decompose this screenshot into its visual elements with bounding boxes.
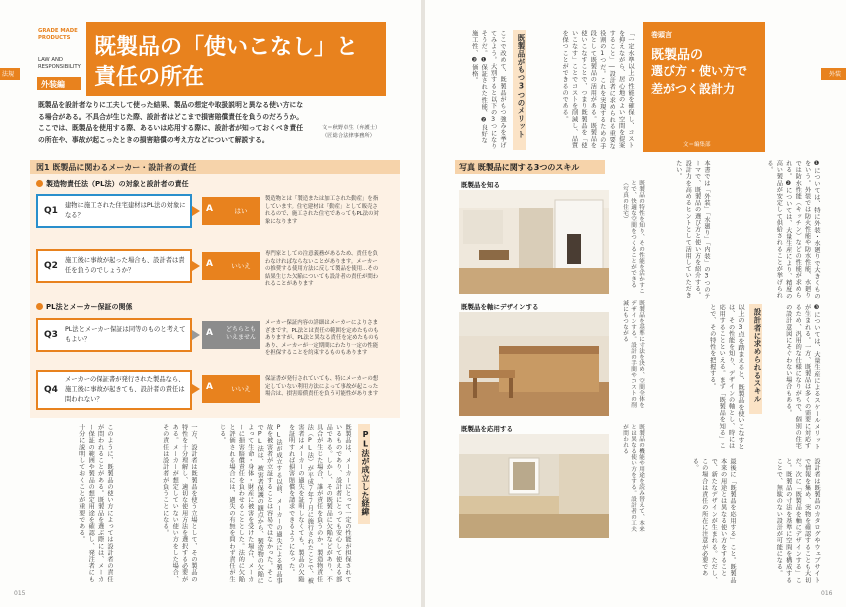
arrow-icon: [192, 330, 200, 340]
arrow-icon: [192, 261, 200, 271]
answer-value: いいえ: [231, 262, 251, 270]
answer-value: はい: [234, 207, 248, 215]
body-column-c: 以上の3点を踏まえると、既製品を使いこなすとは、その性能を知り、デザインの軸とし、時には応用することといえる。まず「既製品を知る」ことで、その特性を把握する。: [708, 304, 744, 450]
benefits-heading: 既製品がもつ3つのメリット: [517, 34, 526, 139]
arrow-icon: [192, 206, 200, 216]
intro-author: 文＝編集部: [683, 142, 711, 148]
section2-title: PL法とメーカー保証の関係: [46, 303, 133, 311]
left-page-number: 015: [14, 590, 26, 597]
body-column-d: 設計者は既製品のカタログやウェブサイトで情報を集め、実物を確認することも大切だ。次に「既製品を軸にデザインする」こと。既製品の寸法を基準に空間を構成することで、無駄のない設計が可能になる。: [775, 458, 820, 584]
body-column-3: 一方、設計者は既製品を使う立場として、その製品の特性を十分理解し、適切な使用方法を選択する必要がある。メーカーが想定していない使い方をした場合、その責任は設計者が負うことになる。: [161, 424, 197, 583]
answer-text: 保証書が発行されていても、特にメーカーの想定していない利用方法によって事故が起こった場合は、損害賠償責任を負う可能性があります: [265, 376, 379, 398]
question-text: 施工後に事故が起った場合も、設計者は責任を負うのでしょうか？: [65, 257, 185, 274]
qa-row: [36, 194, 382, 230]
question-text: PL法とメーカー保証は同等のものと考えてもよい？: [65, 326, 186, 343]
intro-title-line2: 選び方・使い方で: [651, 64, 748, 78]
answer-text: メーカー保証内容の詳細はメーカーによりさまざまです。PL法とは責任の範囲を定めたものもありますが、PL法と異なる責任を定めたものもあり、メーカーが一定期間にわたり一定の性能を担保することを約束するものもあります: [265, 320, 380, 357]
qa-row: [36, 249, 382, 288]
answer-box: [202, 321, 260, 349]
question-text: 建物に施工された住宅建材はPL法の対象になる？: [65, 202, 186, 219]
page-title-line1: 既製品の「使いこなし」と: [94, 34, 359, 60]
answer-text: 製造物とは「製造または加工された動産」を指しています。住宅建材は「動産」として販売されるので、施工された住宅であってもPL法の対象になります: [265, 196, 379, 225]
figure-title: 図1 既製品に関わるメーカー・設計者の責任: [36, 163, 197, 172]
photo1-caption: 既製品の特性を知り、その性能を活かすことで、快適な空間をつくることができる（写真の住宅）: [622, 180, 644, 294]
category-label: LAW AND RESPONSIBILITY: [38, 57, 81, 70]
question-box: [36, 318, 192, 352]
body-column-4: このように、既製品の使い方によっては設計者の責任が問われることがある。既製品を選ぶ際には、メーカー保証の範囲や製品の想定用途を確認し、発注者にも十分に説明しておくことが重要である。: [77, 424, 113, 583]
photo-living-room: [459, 190, 609, 294]
answer-value: どちらともいえません: [226, 326, 257, 341]
right-side-tab-label: 外装: [829, 71, 842, 78]
question-box: [36, 249, 192, 283]
arrow-icon: [192, 384, 200, 394]
photo3-label: 既製品を応用する: [461, 425, 513, 433]
section1-title: 製造物責任法（PL法）の対象と設計者の責任: [46, 180, 189, 188]
body-column-1: 既製品は、メーカーにとって一定の性能が担保されているものであり、設計者にとっても安心して使える部品である。しかし、その既製品に欠陥などがあり、不具合が生じた場合、誰が責任を負うのか。製造物責任法（PL法）が平成７年７月に施行されたことで、被害者はメーカーの過失を証明しなくても、製品の欠陥を証明すれば損害賠償を請求できるようになった。: [287, 424, 351, 584]
right-page: [425, 0, 846, 607]
photo2-image: [459, 312, 609, 416]
question-label: Q2: [44, 261, 58, 271]
answer-text: 専門家としての注意義務があるため、責任を負わなければならないことがあります。メーカーの推奨する使用方法に反して製品を使用…その結果生じた欠陥についても設計者の責任が問われることがあります: [265, 251, 379, 288]
author-credit: 文＝秋野卓生（弁護士） （匠総合法律事務所）: [322, 125, 381, 139]
answer-label: A: [206, 382, 213, 392]
photo3-image: [459, 434, 609, 538]
series-label: GRADE MADE PRODUCTS: [38, 28, 78, 41]
photo-furniture: [459, 312, 609, 416]
photo3-caption: 既製品の機能や用途を読み替えて、本来とは異なる使い方をする。設計者の工夫が問われる: [622, 424, 644, 532]
photo-section-title: 写真 既製品に関する3つのスキル: [459, 163, 580, 172]
photo2-caption: 既製品を基準に寸法を決め、空間全体をデザインする。設計の手間やコストの削減にもつながる: [622, 300, 644, 408]
question-label: Q4: [44, 385, 58, 395]
qa-row: [36, 370, 382, 406]
page-title-line2: 責任の所在: [94, 64, 205, 90]
answer-value: いいえ: [231, 385, 251, 393]
lead-text: 既製品を設計者なりに工夫して使った結果、製品の想定や取扱説明と異なる使い方になる場合がある。不具合が生じた際、設計者はどこまで損害賠償責任を負うのだろうか。ここでは、既製品を使用する際、あるいは応用する際に、設計者が知っておくべき責任の所在や、事故が起こったときの損害賠償の考え方などについて解説する。: [38, 101, 304, 144]
qa-row: [36, 318, 382, 357]
answer-box: [202, 197, 260, 225]
photo-interior: [459, 434, 609, 538]
intro-title-line3: 差がつく設計力: [651, 82, 736, 96]
intro-column-1: 「一定水準以上の性能を確保し、コストを抑えながら、居心地のよい空間を提案すること」―設計者に求められる重要な役割の1つだ。これを実現するための手段として既製品の活用がある。既製品を使いこなすことで、つまり既製品を「使いこなす」ことでコストを削減し、品質を保つことができるのである。: [561, 30, 634, 150]
section1-dot: [36, 180, 43, 187]
question-label: Q1: [44, 206, 58, 216]
answer-label: A: [206, 204, 213, 214]
question-label: Q3: [44, 330, 58, 340]
col1-heading: PL法が成立した経緯: [361, 430, 370, 516]
question-text: メーカーの保証書が発行された製品なら、施工後に事故が起きても、設計者の責任は問われない？: [65, 376, 185, 403]
question-box: [36, 370, 192, 410]
question-box: [36, 194, 192, 228]
category-badge-label: 外装編: [41, 80, 65, 89]
skills-heading: 設計者に求められるスキル: [753, 308, 762, 403]
photo2-label: 既製品を軸にデザインする: [461, 303, 539, 311]
photo1-label: 既製品を知る: [461, 181, 500, 189]
body-column-e: 最後に「既製品を応用する」こと。既製品本来の用途とは異なる使い方をすることで、新たなデザインが生まれる。ただし、この場合は責任の所在に注意が必要である。: [691, 458, 736, 584]
body-column-a: ❶については、特に外装・水廻りで大きくものをいう。外装では防火性能や防水性能、水廻りでは防水性能（キッチン）などの性能が求められる。❷については、大量生産により、精度の高い製品が安定して供給されることが挙げられる。: [765, 160, 820, 300]
intro-column-2: ここで改めて、既製品がもつ強みを挙げてみよう。大別すると以下の3つになりそうだ。❶保証された性能、❷良好な施工性、❸価格。: [470, 30, 506, 150]
left-side-tab-label: 法規: [2, 71, 15, 78]
answer-box: [202, 252, 260, 280]
body-column-2: PL法が成立する以前、メーカーの過失による製品事故を被害者が立証することは容易ではなかった。そこでPL法は、被害者保護の観点から、製造物の欠陥によって生命・身体・財産に被害を受けた場合、メーカーに損害賠償責任を負わせることとした。法的に欠陥と評価される場合には、過失の有無を問わず責任が生じる。: [218, 424, 282, 584]
intro-label: 巻頭言: [651, 31, 672, 39]
intro-title-line1: 既製品の: [651, 48, 704, 63]
right-page-number: 016: [821, 590, 833, 597]
answer-label: A: [206, 259, 213, 269]
photo1-image: [459, 190, 609, 294]
body-column-b: ❸については、大量生産によるスケールメリットが生まれる。一方、既製品は多くの需要に対応するため、汎用的な仕様になりがちで、個別の住宅の設計意図にそぐわない場合もある。: [784, 304, 820, 450]
section2-dot: [36, 303, 43, 310]
answer-box: [202, 375, 260, 403]
body-column-f: 本書では「外装」「水廻り」「内装」の3つのテーマで、既製品の選び方と使い方を紹介する。設計力を高めるヒントとして活用していただきたい。: [674, 160, 710, 300]
answer-label: A: [206, 328, 213, 338]
